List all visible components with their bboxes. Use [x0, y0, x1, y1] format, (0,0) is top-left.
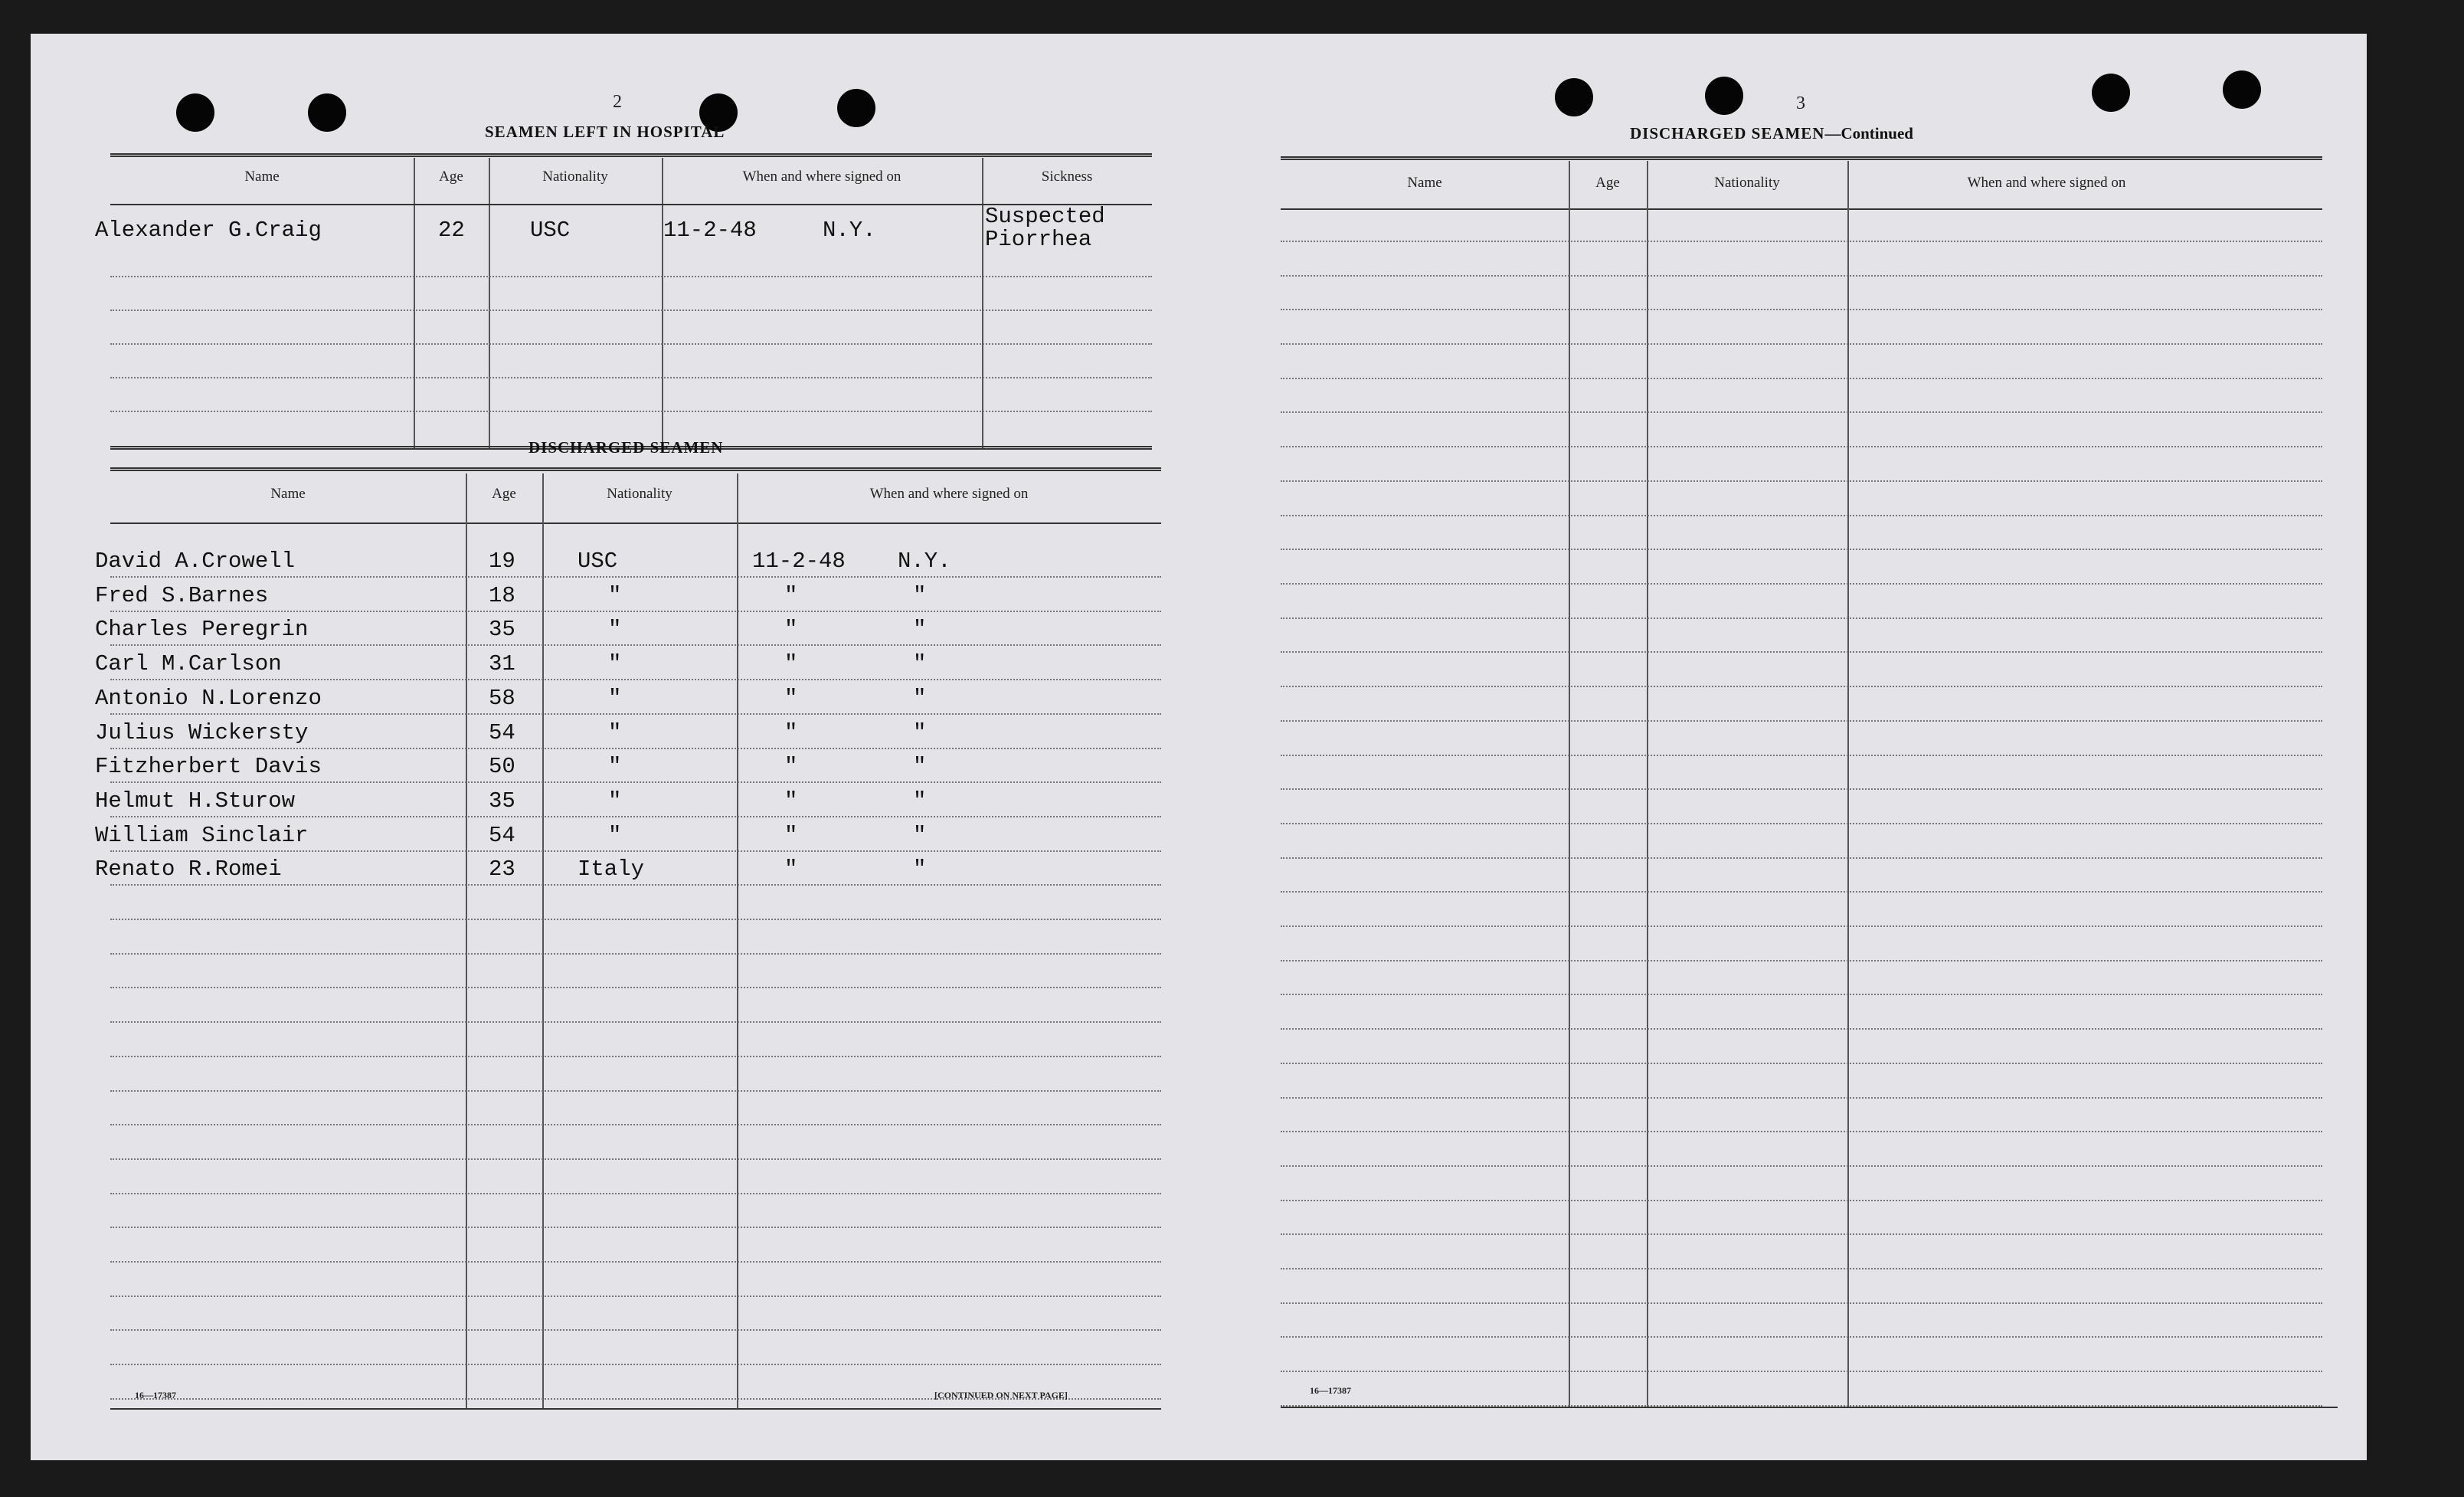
- ruled-line: [1281, 241, 2322, 242]
- discharged-row-nationality: ": [608, 651, 622, 676]
- ruled-line: [1281, 1233, 2322, 1235]
- ruled-line: [110, 781, 1161, 783]
- hospital-row-name: Alexander G.Craig: [95, 218, 322, 243]
- ruled-line: [1281, 583, 2322, 585]
- discharged-col-name: Name: [270, 486, 306, 502]
- punch-hole: [1555, 78, 1593, 116]
- ruled-line: [1281, 1097, 2322, 1099]
- ruled-line: [1281, 446, 2322, 447]
- ruled-line: [1281, 686, 2322, 687]
- ruled-line: [1281, 1268, 2322, 1269]
- right-col-nationality: Nationality: [1714, 175, 1780, 191]
- discharged-section-title: DISCHARGED SEAMEN: [528, 438, 724, 457]
- discharged-row-age: 18: [489, 583, 515, 608]
- discharged-row-name: David A.Crowell: [95, 549, 296, 574]
- hospital-table-top-rule: [110, 153, 1152, 157]
- ruled-line: [110, 679, 1161, 680]
- ruled-line: [1281, 1371, 2322, 1372]
- discharged-row-age: 50: [489, 754, 515, 779]
- discharged-row-nationality: ": [608, 720, 622, 745]
- hospital-row-nationality: USC: [530, 218, 571, 243]
- ruled-line: [110, 1329, 1161, 1331]
- discharged-col-nationality: Nationality: [607, 486, 672, 502]
- ruled-line: [1281, 343, 2322, 345]
- discharged-row-name: Carl M.Carlson: [95, 651, 282, 676]
- ruled-line: [1281, 891, 2322, 893]
- discharged-row-nationality: ": [608, 617, 622, 642]
- ruled-line: [1281, 651, 2322, 653]
- discharged-col-age: Age: [492, 486, 516, 502]
- right-section-title: [1630, 124, 1913, 143]
- discharged-row-age: 58: [489, 686, 515, 711]
- ruled-line: [110, 713, 1161, 715]
- form-number-left: 16—17387: [135, 1390, 176, 1400]
- ruled-line: [1281, 755, 2322, 756]
- ruled-line: [110, 1296, 1161, 1297]
- discharged-row-age: 35: [489, 617, 515, 642]
- ruled-line: [1281, 1200, 2322, 1201]
- ruled-line: [110, 850, 1161, 852]
- discharged-row-name: Antonio N.Lorenzo: [95, 686, 322, 711]
- ruled-line: [1281, 823, 2322, 824]
- right-col-name: Name: [1407, 175, 1442, 191]
- discharged-row-date: ": [784, 651, 798, 676]
- discharged-row-date: ": [784, 857, 798, 882]
- discharged-row-place: ": [913, 754, 927, 779]
- hospital-row-sickness-line2: Piorrhea: [985, 227, 1092, 252]
- punch-hole: [308, 93, 346, 132]
- discharged-row-age: 19: [489, 549, 515, 574]
- hospital-col-signed-on: When and where signed on: [742, 169, 902, 185]
- discharged-row-name: Fitzherbert Davis: [95, 754, 322, 779]
- discharged-row-nationality: Italy: [578, 857, 645, 882]
- discharged-row-date: ": [784, 788, 798, 814]
- discharged-row-name: William Sinclair: [95, 823, 309, 848]
- hospital-col-nationality: Nationality: [542, 169, 608, 185]
- hospital-row-place: N.Y.: [823, 218, 876, 243]
- ruled-line: [110, 816, 1161, 817]
- ruled-line: [1281, 1336, 2322, 1338]
- ruled-line: [110, 1021, 1161, 1023]
- discharged-row-age: 35: [489, 788, 515, 814]
- ruled-line: [1281, 1028, 2322, 1030]
- hospital-col-name: Name: [244, 169, 280, 185]
- discharged-row-name: Julius Wickersty: [95, 720, 309, 745]
- discharged-row-age: 54: [489, 720, 515, 745]
- ruled-line: [1281, 1405, 2322, 1407]
- continued-note: [CONTINUED ON NEXT PAGE]: [934, 1390, 1068, 1400]
- discharged-row-date: 11-2-48: [752, 549, 846, 574]
- discharged-row-age: 54: [489, 823, 515, 848]
- hospital-row-date: 11-2-48: [663, 218, 757, 243]
- ruled-line: [110, 953, 1161, 955]
- ruled-line: [110, 919, 1161, 920]
- discharged-row-nationality: USC: [578, 549, 618, 574]
- discharged-row-place: N.Y.: [898, 549, 951, 574]
- discharged-row-place: ": [913, 857, 927, 882]
- discharged-row-date: ": [784, 754, 798, 779]
- ruled-line: [1281, 925, 2322, 927]
- hospital-row-sickness-line1: Suspected: [985, 204, 1105, 229]
- hospital-col-age: Age: [439, 169, 463, 185]
- ruled-line: [1281, 549, 2322, 550]
- discharged-row-nationality: ": [608, 823, 622, 848]
- punch-hole: [837, 89, 875, 127]
- discharged-row-nationality: ": [608, 686, 622, 711]
- discharged-row-place: ": [913, 617, 927, 642]
- page-number-left: 2: [613, 92, 622, 112]
- page-number-right: 3: [1796, 93, 1805, 113]
- discharged-col-signed-on: When and where signed on: [869, 486, 1029, 502]
- ruled-line: [110, 1124, 1161, 1125]
- punch-hole: [2223, 70, 2261, 109]
- discharged-row-date: ": [784, 720, 798, 745]
- ruled-line: [1281, 411, 2322, 413]
- ruled-line: [1281, 275, 2322, 277]
- discharged-row-date: ": [784, 617, 798, 642]
- ruled-line: [110, 576, 1161, 578]
- punch-hole: [1705, 77, 1743, 115]
- discharged-row-date: ": [784, 686, 798, 711]
- ruled-line: [1281, 515, 2322, 516]
- ruled-line: [110, 1056, 1161, 1057]
- discharged-row-nationality: ": [608, 788, 622, 814]
- document-sheet: [31, 34, 2367, 1460]
- ruled-line: [1281, 1063, 2322, 1064]
- ruled-line: [110, 1227, 1161, 1228]
- ruled-line: [1281, 720, 2322, 722]
- discharged-row-age: 31: [489, 651, 515, 676]
- ruled-line: [1281, 309, 2322, 310]
- discharged-row-date: ": [784, 823, 798, 848]
- ruled-line: [110, 1193, 1161, 1194]
- ruled-line: [1281, 857, 2322, 859]
- ruled-line: [1281, 788, 2322, 790]
- discharged-row-nationality: ": [608, 754, 622, 779]
- discharged-row-name: Helmut H.Sturow: [95, 788, 296, 814]
- ruled-line: [110, 987, 1161, 988]
- ruled-line: [110, 1158, 1161, 1160]
- ruled-line: [110, 884, 1161, 886]
- ruled-line: [1281, 378, 2322, 379]
- hospital-row-age: 22: [438, 218, 465, 243]
- ruled-line: [1281, 617, 2322, 619]
- ruled-line: [110, 611, 1161, 612]
- discharged-row-place: ": [913, 686, 927, 711]
- right-title-continued: —Continued: [1824, 124, 1913, 142]
- ruled-line: [110, 1261, 1161, 1263]
- discharged-row-place: ": [913, 583, 927, 608]
- discharged-row-name: Charles Peregrin: [95, 617, 309, 642]
- punch-hole: [2092, 74, 2130, 112]
- discharged-row-name: Fred S.Barnes: [95, 583, 269, 608]
- discharged-row-age: 23: [489, 857, 515, 882]
- ruled-line: [110, 748, 1161, 749]
- hospital-section-title: SEAMEN LEFT IN HOSPITAL: [485, 123, 725, 141]
- right-col-signed-on: When and where signed on: [1967, 175, 2126, 191]
- right-col-age: Age: [1595, 175, 1620, 191]
- discharged-row-place: ": [913, 651, 927, 676]
- discharged-row-nationality: ": [608, 583, 622, 608]
- ruled-line: [1281, 960, 2322, 961]
- ruled-line: [1281, 994, 2322, 995]
- ruled-line: [110, 1090, 1161, 1092]
- punch-hole: [176, 93, 214, 132]
- form-number-right: 16—17387: [1310, 1385, 1351, 1396]
- right-title-main: DISCHARGED SEAMEN: [1630, 124, 1825, 142]
- ruled-line: [110, 644, 1161, 646]
- discharged-row-name: Renato R.Romei: [95, 857, 282, 882]
- discharged-row-place: ": [913, 788, 927, 814]
- ruled-line: [1281, 1302, 2322, 1304]
- ruled-line: [1281, 480, 2322, 482]
- discharged-row-place: ": [913, 823, 927, 848]
- ruled-line: [1281, 1165, 2322, 1167]
- hospital-col-sickness: Sickness: [1041, 169, 1093, 185]
- ruled-line: [110, 1364, 1161, 1365]
- discharged-row-date: ": [784, 583, 798, 608]
- discharged-row-place: ": [913, 720, 927, 745]
- ruled-line: [1281, 1131, 2322, 1132]
